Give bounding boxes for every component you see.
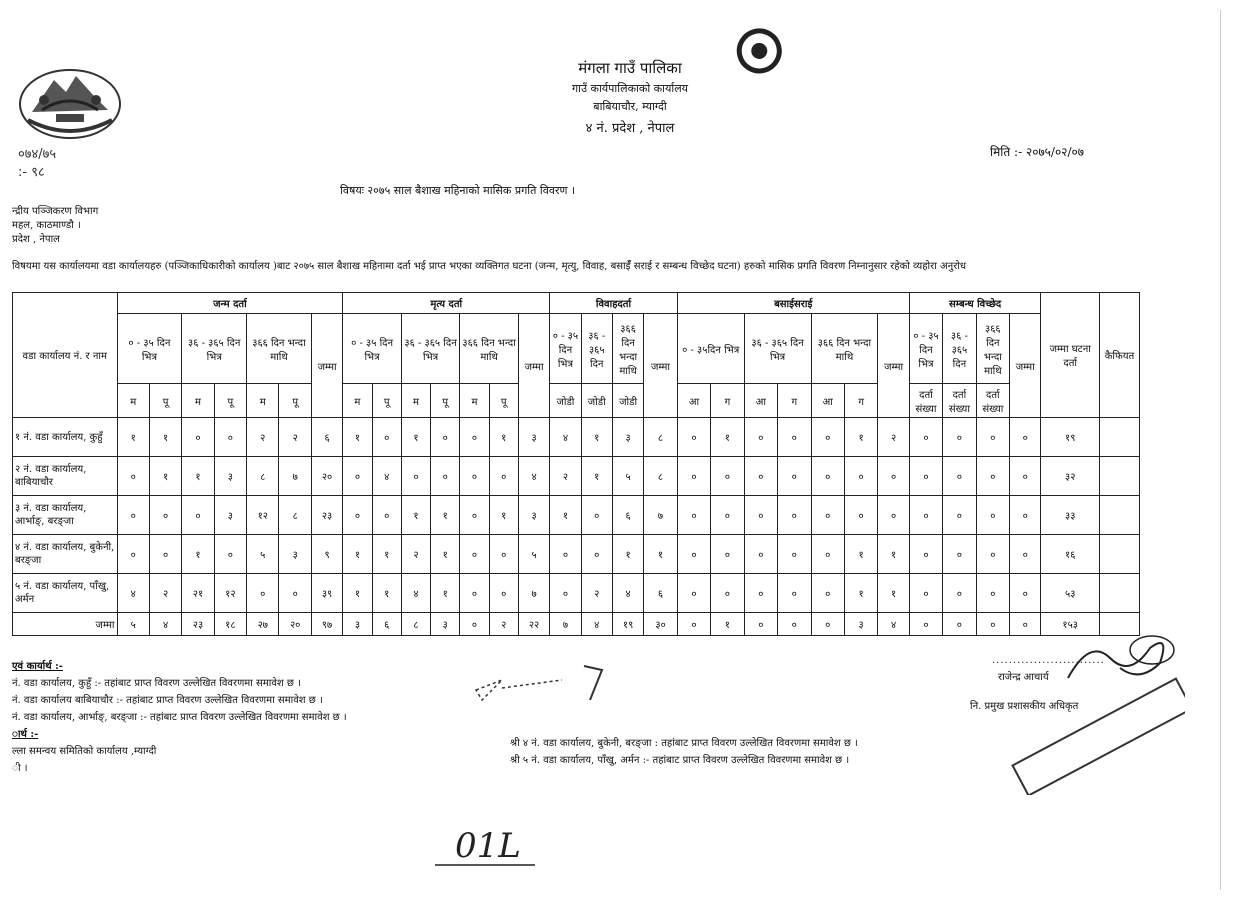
table-cell: ०: [909, 418, 942, 457]
table-cell: ०: [711, 496, 744, 535]
table-cell: १: [581, 418, 612, 457]
recipient-address: न्द्रीय पञ्जिकरण विभाग महल, काठमाण्डौ । प्रदेश , नेपाल: [12, 206, 99, 245]
table-cell: १: [612, 535, 643, 574]
ward-header: वडा कार्यालय नं. र नाम: [13, 293, 118, 418]
totals-label: जम्मा: [13, 613, 118, 636]
range-header: ० - ३५दिन भित्र: [677, 314, 744, 384]
table-cell: १: [431, 496, 460, 535]
table-cell: ०: [581, 496, 612, 535]
range-header: ३६ - ३६५ दिन भित्र: [744, 314, 811, 384]
table-cell: ३: [214, 496, 246, 535]
table-cell: ०: [778, 496, 811, 535]
table-cell: १: [372, 535, 401, 574]
table-cell: ०: [744, 574, 777, 613]
table-cell: ०: [214, 535, 246, 574]
handwritten-mark-icon: [435, 815, 535, 875]
table-cell: २: [149, 574, 181, 613]
table-cell: ४: [401, 574, 430, 613]
table-cell: १: [182, 457, 214, 496]
office-name: मंगला गाउँ पालिका: [578, 59, 682, 77]
subtotal-header: जम्मा: [311, 314, 342, 418]
table-cell: ०: [909, 535, 942, 574]
group-death: मृत्य दर्ता: [343, 293, 550, 314]
table-cell: ०: [811, 535, 844, 574]
table-cell: ०: [489, 574, 518, 613]
table-cell: ०: [550, 535, 581, 574]
table-cell: ८: [279, 496, 311, 535]
sub-header: पू: [214, 384, 246, 418]
table-row: [13, 457, 1140, 496]
table-cell: १: [711, 418, 744, 457]
range-header: ३६ - ३६५ दिन भित्र: [182, 314, 247, 384]
signature-icon: [1060, 628, 1180, 688]
table-cell: १: [372, 574, 401, 613]
table-cell: ०: [844, 496, 877, 535]
table-cell: १: [489, 418, 518, 457]
total-cell: ०: [677, 613, 710, 636]
table-cell: ०: [117, 535, 149, 574]
table-cell: ५: [612, 457, 643, 496]
reference-number: ०७४/७५ :- ९८: [18, 147, 57, 180]
range-header: ३६ - ३६५ दिन भित्र: [401, 314, 460, 384]
table-cell: ०: [460, 496, 489, 535]
sub-header: ग: [711, 384, 744, 418]
range-header: ३६६ दिन भन्दा माथि: [976, 314, 1009, 384]
table-cell: २१: [182, 574, 214, 613]
table-cell: ३: [518, 496, 549, 535]
sub-header: म: [343, 384, 372, 418]
table-cell: ०: [677, 535, 710, 574]
table-cell: १: [343, 535, 372, 574]
table-cell: ५३: [1041, 574, 1100, 613]
sub-header: दर्ता संख्या: [943, 384, 976, 418]
table-cell: ३: [279, 535, 311, 574]
total-cell: ०: [460, 613, 489, 636]
sub-header: पू: [149, 384, 181, 418]
subtotal-header: जम्मा: [644, 314, 677, 418]
table-cell: ४: [117, 574, 149, 613]
table-cell: ०: [1010, 418, 1041, 457]
total-cell: ६: [372, 613, 401, 636]
table-cell: ०: [711, 457, 744, 496]
table-cell: ०: [976, 418, 1009, 457]
ward-name-cell: ५ नं. वडा कार्यालय, पाँखु, अर्मन: [13, 574, 118, 613]
total-cell: ०: [811, 613, 844, 636]
total-cell: ३०: [644, 613, 677, 636]
table-cell: ५: [518, 535, 549, 574]
table-cell: ०: [778, 418, 811, 457]
table-cell: ६: [612, 496, 643, 535]
table-cell: ०: [149, 496, 181, 535]
table-cell: १: [878, 574, 909, 613]
letter-date: मिति :- २०७५/०२/०७: [990, 145, 1084, 159]
total-cell: ४: [149, 613, 181, 636]
table-cell: ०: [581, 535, 612, 574]
sub-header: जोडी: [550, 384, 581, 418]
table-cell: ०: [1010, 535, 1041, 574]
group-birth: जन्म दर्ता: [117, 293, 343, 314]
table-cell: ०: [778, 457, 811, 496]
table-cell: १९: [1041, 418, 1100, 457]
table-cell: ०: [811, 418, 844, 457]
remarks-header: कैफियत: [1099, 293, 1139, 418]
table-cell: ७: [279, 457, 311, 496]
total-cell: २७: [247, 613, 279, 636]
sub-header: दर्ता संख्या: [976, 384, 1009, 418]
table-cell: [1099, 535, 1139, 574]
table-cell: १: [844, 574, 877, 613]
table-cell: २: [581, 574, 612, 613]
total-cell: २०: [279, 613, 311, 636]
range-header: ३६ - ३६५ दिन: [581, 314, 612, 384]
total-cell: ०: [778, 613, 811, 636]
table-cell: ०: [976, 496, 1009, 535]
table-row: [13, 418, 1140, 457]
table-cell: ०: [401, 457, 430, 496]
table-cell: ०: [182, 418, 214, 457]
table-cell: [1099, 457, 1139, 496]
table-cell: ०: [711, 574, 744, 613]
table-cell: ०: [909, 496, 942, 535]
table-cell: ३: [214, 457, 246, 496]
group-marriage: विवाहदर्ता: [550, 293, 678, 314]
table-cell: ३२: [1041, 457, 1100, 496]
sub-header: आ: [677, 384, 710, 418]
table-cell: २: [247, 418, 279, 457]
table-cell: ०: [943, 574, 976, 613]
sub-header: आ: [811, 384, 844, 418]
table-cell: ०: [431, 457, 460, 496]
total-cell: २: [489, 613, 518, 636]
table-cell: २: [401, 535, 430, 574]
table-cell: ७: [518, 574, 549, 613]
total-cell: ४: [878, 613, 909, 636]
table-cell: ०: [550, 574, 581, 613]
table-cell: ०: [744, 418, 777, 457]
table-cell: ८: [644, 418, 677, 457]
total-cell: १९: [612, 613, 643, 636]
table-cell: १: [117, 418, 149, 457]
total-cell: ०: [909, 613, 942, 636]
range-header: ३६६ दिन भन्दा माथि: [247, 314, 312, 384]
table-cell: १: [431, 535, 460, 574]
ward-name-cell: ३ नं. वडा कार्यालय, आर्भाङ्, बरङ्जा: [13, 496, 118, 535]
table-cell: १: [149, 457, 181, 496]
total-cell: ०: [976, 613, 1009, 636]
sub-header: म: [401, 384, 430, 418]
table-cell: ०: [489, 535, 518, 574]
range-header: ० - ३५ दिन भित्र: [117, 314, 182, 384]
copy-to-section: एवं कार्यार्थ :- नं. वडा कार्यालय, कुहुँ :- तहांबाट प्राप्त विवरण उल्लेखित विवरणमा समावेश छ । नं. वडा कार्यालय बाबियाचौर :- तहांबाट प्राप्त विवरण उल्लेखित विवरणमा समावेश छ । नं. वडा कार्यालय, आर्भाङ्, बरङ्जा :- तहांबाट प्राप्त विवरण उल्लेखित विवरणमा समावेश छ । ार्थ :- ल्ला समन्वय समितिको कार्यालय ,म्याग्दी ी ।: [12, 661, 347, 774]
table-cell: ५: [247, 535, 279, 574]
totals-row: [13, 613, 1140, 636]
table-cell: ०: [844, 457, 877, 496]
sub-header: पू: [279, 384, 311, 418]
table-cell: ३: [612, 418, 643, 457]
table-cell: ०: [431, 418, 460, 457]
ward-name-cell: १ नं. वडा कार्यालय, कुहुँ: [13, 418, 118, 457]
group-migration: बसाईसराई: [677, 293, 909, 314]
handwritten-mark: 01L: [455, 826, 521, 866]
table-cell: १: [343, 574, 372, 613]
table-cell: १: [149, 418, 181, 457]
total-cell: ३: [431, 613, 460, 636]
signatory-name: राजेन्द्र आचार्य: [998, 672, 1049, 683]
table-cell: ०: [1010, 496, 1041, 535]
letter-subject: विषयः २०७५ साल बैशाख महिनाको मासिक प्रगति विवरण ।: [340, 184, 576, 197]
sub-header: दर्ता संख्या: [909, 384, 942, 418]
table-cell: १: [581, 457, 612, 496]
table-cell: ०: [1010, 457, 1041, 496]
table-cell: १: [644, 535, 677, 574]
table-row: [13, 535, 1140, 574]
table-cell: ०: [372, 496, 401, 535]
table-cell: ४: [612, 574, 643, 613]
office-sub: गाउँ कार्यपालिकाको कार्यालय: [571, 82, 689, 95]
table-cell: ०: [460, 418, 489, 457]
table-cell: ३९: [311, 574, 342, 613]
table-cell: ०: [182, 496, 214, 535]
total-cell: ३: [844, 613, 877, 636]
office-province: ४ नं. प्रदेश , नेपाल: [585, 121, 675, 136]
table-cell: [1099, 418, 1139, 457]
table-cell: ०: [460, 535, 489, 574]
table-cell: ०: [878, 457, 909, 496]
table-cell: ०: [460, 457, 489, 496]
sub-header: जोडी: [612, 384, 643, 418]
sub-header: म: [182, 384, 214, 418]
table-cell: ६: [644, 574, 677, 613]
table-cell: ४: [372, 457, 401, 496]
nepal-emblem-icon: [14, 62, 126, 142]
ward-name-cell: २ नं. वडा कार्यालय, बाबियाचौर: [13, 457, 118, 496]
sub-header: पू: [372, 384, 401, 418]
table-cell: ०: [976, 457, 1009, 496]
table-cell: ०: [343, 457, 372, 496]
office-stamp-icon: [668, 24, 818, 154]
table-cell: ९: [311, 535, 342, 574]
table-cell: ०: [460, 574, 489, 613]
table-cell: १: [401, 496, 430, 535]
table-cell: ०: [677, 418, 710, 457]
range-header: ० - ३५ दिन भित्र: [909, 314, 942, 384]
total-cell: १५३: [1041, 613, 1100, 636]
table-cell: ३३: [1041, 496, 1100, 535]
table-cell: ०: [976, 535, 1009, 574]
table-cell: १: [431, 574, 460, 613]
sub-header: पू: [431, 384, 460, 418]
subtotal-header: जम्मा: [1010, 314, 1041, 418]
range-header: ३६६ दिन भन्दा माथि: [612, 314, 643, 384]
table-cell: २३: [311, 496, 342, 535]
table-cell: १: [489, 496, 518, 535]
table-cell: ०: [943, 535, 976, 574]
table-cell: ३: [518, 418, 549, 457]
table-cell: ७: [644, 496, 677, 535]
table-cell: १२: [247, 496, 279, 535]
table-cell: ०: [778, 535, 811, 574]
table-cell: ०: [811, 496, 844, 535]
table-cell: ०: [711, 535, 744, 574]
table-cell: ०: [117, 457, 149, 496]
group-divorce: सम्बन्ध विच्छेद: [909, 293, 1041, 314]
table-cell: २: [279, 418, 311, 457]
table-cell: ०: [1010, 574, 1041, 613]
table-cell: ०: [943, 496, 976, 535]
table-cell: ४: [550, 418, 581, 457]
total-cell: ३: [343, 613, 372, 636]
table-cell: ०: [247, 574, 279, 613]
total-cell: ०: [744, 613, 777, 636]
table-cell: ०: [878, 496, 909, 535]
total-cell: १८: [214, 613, 246, 636]
table-cell: १: [550, 496, 581, 535]
table-cell: १: [844, 418, 877, 457]
table-cell: [1099, 496, 1139, 535]
table-cell: ०: [909, 574, 942, 613]
range-header: ३६ - ३६५ दिन: [943, 314, 976, 384]
total-cell: २२: [518, 613, 549, 636]
table-cell: ०: [976, 574, 1009, 613]
table-cell: ०: [117, 496, 149, 535]
table-cell: ४: [518, 457, 549, 496]
range-header: ० - ३५ दिन भित्र: [343, 314, 402, 384]
table-cell: १: [844, 535, 877, 574]
table-cell: १: [182, 535, 214, 574]
table-cell: ०: [778, 574, 811, 613]
intro-paragraph: विषयमा यस कार्यालयमा वडा कार्यालयहरु (पञ्जिकाधिकारीको कार्यालय )बाट २०७५ साल बैशाख महिनामा दर्ता भई प्राप्त भएका व्यक्तिगत घटना (जन्म, मृत्यु, विवाह, बसाईँ सराई र सम्बन्ध विच्छेद घटना) हरुको मासिक प्रगति विवरण निम्नानुसार रहेको व्यहोरा अनुरोध: [12, 261, 967, 272]
range-header: ३६६ दिन भन्दा माथि: [460, 314, 519, 384]
table-cell: ०: [279, 574, 311, 613]
subtotal-header: जम्मा: [878, 314, 909, 418]
sub-header: पू: [489, 384, 518, 418]
table-cell: ०: [909, 457, 942, 496]
table-cell: [1099, 574, 1139, 613]
table-cell: ०: [811, 574, 844, 613]
table-cell: १२: [214, 574, 246, 613]
ward-name-cell: ४ नं. वडा कार्यालय, बुकेनी, बरङ्जा: [13, 535, 118, 574]
sub-header: ग: [778, 384, 811, 418]
table-cell: ८: [247, 457, 279, 496]
total-cell: १: [711, 613, 744, 636]
office-location: बाबियाचौर, म्याग्दी: [593, 100, 667, 113]
table-row: [13, 496, 1140, 535]
table-cell: २: [550, 457, 581, 496]
table-cell: ०: [744, 457, 777, 496]
signatory-title: नि. प्रमुख प्रशासकीय अधिकृत: [970, 701, 1079, 712]
table-cell: ०: [149, 535, 181, 574]
table-row: [13, 574, 1140, 613]
table-cell: ०: [343, 496, 372, 535]
range-header: ० - ३५ दिन भित्र: [550, 314, 581, 384]
table-cell: १६: [1041, 535, 1100, 574]
signature-line: ...........................: [992, 655, 1105, 666]
table-cell: २०: [311, 457, 342, 496]
sub-header: म: [247, 384, 279, 418]
total-cell: ०: [1010, 613, 1041, 636]
table-cell: १: [878, 535, 909, 574]
total-cell: ०: [943, 613, 976, 636]
total-cell: ७: [550, 613, 581, 636]
sub-header: ग: [844, 384, 877, 418]
table-cell: ०: [943, 457, 976, 496]
sub-header: आ: [744, 384, 777, 418]
table-cell: २: [878, 418, 909, 457]
total-cell: ४: [581, 613, 612, 636]
table-cell: ०: [677, 457, 710, 496]
table-cell: ०: [677, 496, 710, 535]
table-cell: ०: [811, 457, 844, 496]
progress-table: [12, 292, 1140, 636]
sub-header: म: [460, 384, 489, 418]
table-cell: १: [343, 418, 372, 457]
table-cell: ६: [311, 418, 342, 457]
copy-to-right: श्री ४ नं. वडा कार्यालय, बुकेनी, बरङ्जा : तहांबाट प्राप्त विवरण उल्लेखित विवरणमा समावेश छ । श्री ५ नं. वडा कार्यालय, पाँखु, अर्मन :- तहांबाट प्राप्त विवरण उल्लेखित विवरणमा समावेश छ ।: [510, 738, 858, 766]
sub-header: जोडी: [581, 384, 612, 418]
sub-header: म: [117, 384, 149, 418]
table-cell: ०: [372, 418, 401, 457]
table-cell: ०: [943, 418, 976, 457]
total-cell: ८: [401, 613, 430, 636]
table-cell: ०: [677, 574, 710, 613]
range-header: ३६६ दिन भन्दा माथि: [811, 314, 878, 384]
table-cell: १: [401, 418, 430, 457]
handwritten-arrow-icon: [472, 660, 622, 710]
total-cell: ५: [117, 613, 149, 636]
grand-total-header: जम्मा घटना दर्ता: [1041, 293, 1100, 418]
total-cell: ९७: [311, 613, 342, 636]
table-cell: ०: [744, 535, 777, 574]
table-cell: ०: [214, 418, 246, 457]
page-edge-line: [1220, 10, 1221, 890]
subtotal-header: जम्मा: [518, 314, 549, 418]
total-cell: २३: [182, 613, 214, 636]
table-cell: ०: [489, 457, 518, 496]
table-cell: ८: [644, 457, 677, 496]
table-cell: ०: [744, 496, 777, 535]
